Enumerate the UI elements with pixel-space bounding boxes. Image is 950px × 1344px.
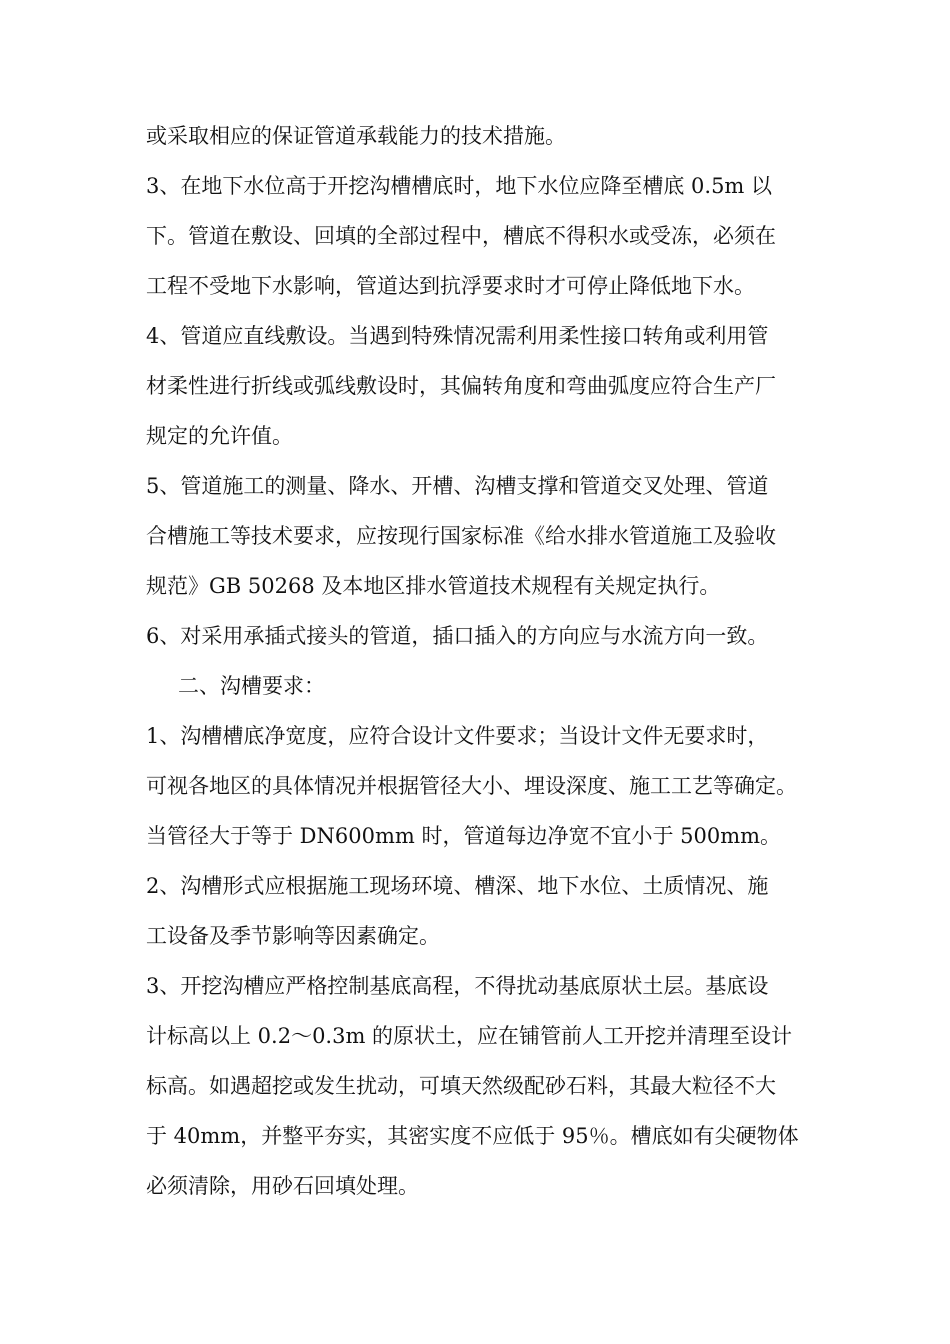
text-line: 1、沟槽槽底净宽度，应符合设计文件要求；当设计文件无要求时， (146, 724, 769, 748)
section-heading: 二、沟槽要求： (178, 674, 325, 698)
text-line: 下。管道在敷设、回填的全部过程中，槽底不得积水或受冻，必须在 (146, 224, 776, 248)
text-line: 必须清除，用砂石回填处理。 (146, 1174, 419, 1198)
text-line: 于 40mm，并整平夯实，其密实度不应低于 95％。槽底如有尖硬物体 (146, 1124, 799, 1148)
text-line: 4、管道应直线敷设。当遇到特殊情况需利用柔性接口转角或利用管 (146, 324, 769, 348)
text-line: 计标高以上 0.2～0.3m 的原状土，应在铺管前人工开挖并清理至设计 (146, 1024, 793, 1048)
text-line: 标高。如遇超挖或发生扰动，可填天然级配砂石料，其最大粒径不大 (146, 1074, 776, 1098)
text-line: 3、在地下水位高于开挖沟槽槽底时，地下水位应降至槽底 0.5m 以 (146, 174, 773, 198)
text-line: 或采取相应的保证管道承载能力的技术措施。 (146, 124, 566, 148)
text-line: 合槽施工等技术要求，应按现行国家标准《给水排水管道施工及验收 (146, 524, 776, 548)
text-line: 可视各地区的具体情况并根据管径大小、埋设深度、施工工艺等确定。 (146, 774, 797, 798)
text-line: 2、沟槽形式应根据施工现场环境、槽深、地下水位、土质情况、施 (146, 874, 769, 898)
text-line: 材柔性进行折线或弧线敷设时，其偏转角度和弯曲弧度应符合生产厂 (146, 374, 776, 398)
text-line: 规定的允许值。 (146, 424, 293, 448)
text-line: 工设备及季节影响等因素确定。 (146, 924, 440, 948)
text-line: 当管径大于等于 DN600mm 时，管道每边净宽不宜小于 500mm。 (146, 824, 782, 848)
text-line: 规范》GB 50268 及本地区排水管道技术规程有关规定执行。 (146, 574, 721, 598)
text-line: 工程不受地下水影响，管道达到抗浮要求时才可停止降低地下水。 (146, 274, 755, 298)
text-line: 6、对采用承插式接头的管道，插口插入的方向应与水流方向一致。 (146, 624, 769, 648)
text-line: 5、管道施工的测量、降水、开槽、沟槽支撑和管道交叉处理、管道 (146, 474, 769, 498)
text-line: 3、开挖沟槽应严格控制基底高程，不得扰动基底原状土层。基底设 (146, 974, 769, 998)
